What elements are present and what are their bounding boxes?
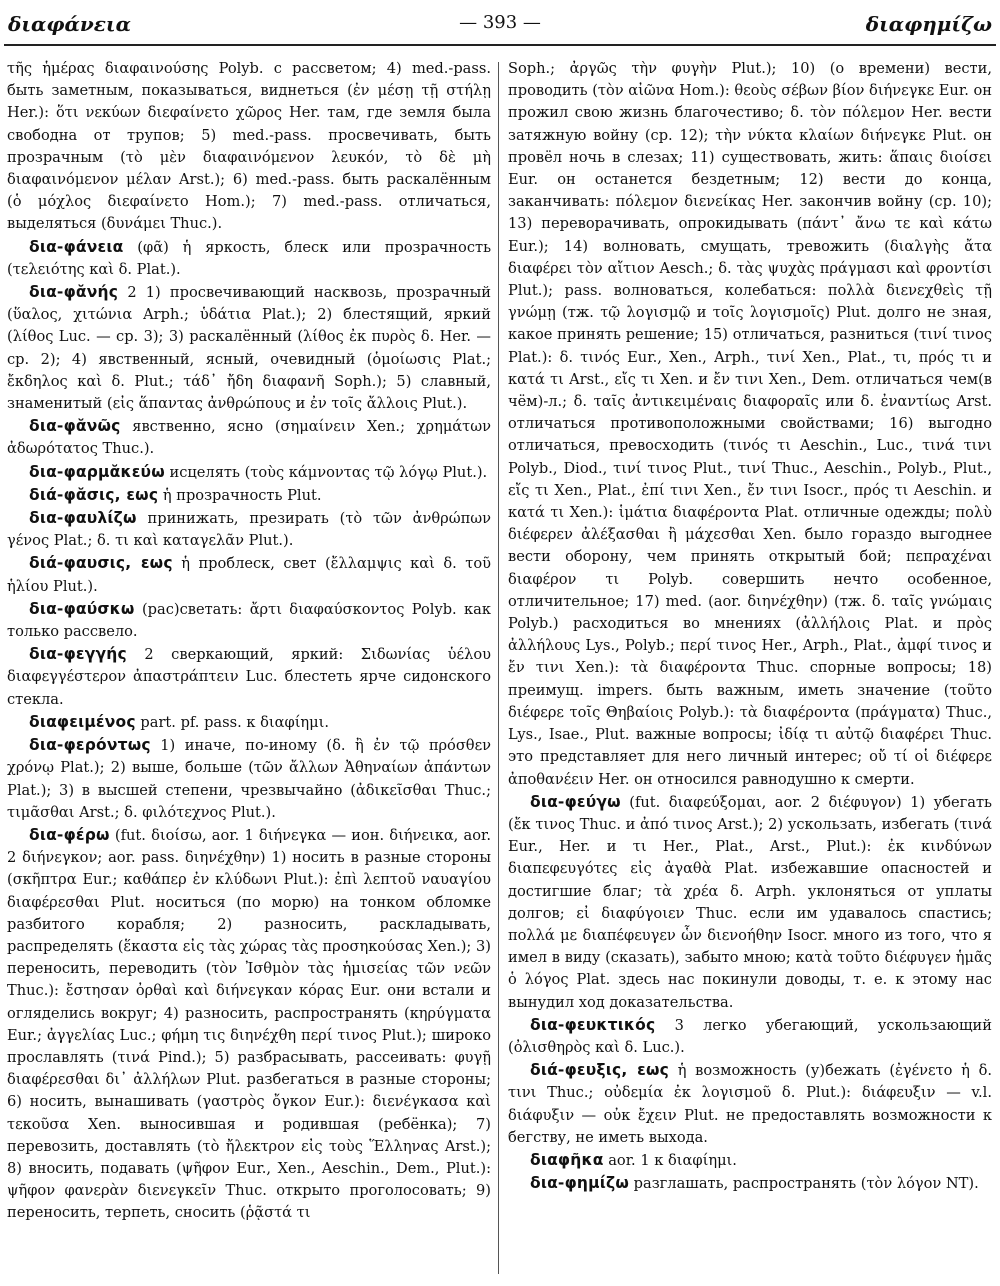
- headword: δια-φᾰνῶς: [29, 417, 121, 436]
- headword: δια-φημίζω: [530, 1174, 630, 1193]
- page-header: [8, 6, 992, 40]
- entry: διά-φᾰσις, εως ἡ прозрачность Plut.: [29, 485, 322, 504]
- entry: διαφῆκα aor. 1 к διαφίημι.: [530, 1150, 737, 1169]
- entry: δια-φαυλίζω принижать, презирать (τὸ τῶν ἀνθρώπων γένος Plat.; δ. τι καὶ καταγελᾶν Plut.).: [7, 509, 491, 550]
- column-divider: [498, 62, 499, 1274]
- headword: δια-φᾰνής: [29, 283, 119, 302]
- headword: δια-φαυλίζω: [29, 509, 137, 528]
- entry: δια-φᾰνής 2 1) просвечивающий насквозь, прозрачный (ὕαλος, χιτώνια Arph.; ὑδάτια Plat.); 2) блестящий, яркий (λίθος Luc. — ср. 3); 3) раскалённый (λίθος ἐκ πυρὸς δ. Her. — ср. 2); 4) явственный, ясный, очевидный (ὁμοίωσις Plat.; ἔκδηλος καὶ δ. Plut.; τάδ᾽ ἤδη διαφανῆ Soph.); 5) славный, знаменитый (εἰς ἅπαντας ἀνθρώπους и ἐν τοῖς ἄλλοις Plut.).: [7, 283, 492, 413]
- headword: δια-φέρω: [29, 825, 110, 844]
- running-head-left: διαφάνεια: [8, 12, 131, 36]
- page-number: — 393 —: [459, 12, 541, 33]
- running-head-right: διαφημίζω: [865, 12, 992, 36]
- entry: δια-φερόντως 1) иначе, по-иному (δ. ἢ ἐν τῷ πρόσθεν χρόνῳ Plat.); 2) выше, больше (τῶν ἄλλων Ἀθηναίων ἁπάντων Plat.); 3) в высшей степени, чрезвычайно (ἀδικεῖσθαι Thuc.; τιμᾶσθαι Arst.; δ. φιλότεχνος Plut.).: [7, 736, 491, 821]
- headword: δια-φάνεια: [29, 237, 124, 256]
- headword: δια-φαύσκω: [29, 599, 135, 618]
- headword: διά-φαυσις, εως: [29, 554, 173, 573]
- headword: δια-φαρμᾰκεύω: [29, 462, 165, 481]
- entry: διά-φαυσις, εως ἡ проблеск, свет (ἔλλαμψις καὶ δ. τοῦ ἡλίου Plut.).: [7, 554, 491, 595]
- entry-continuation: Soph.; ἀργῶς τὴν φυγὴν Plut.); 10) (о времени) вести, проводить (τὸν αἰῶνα Hom.): θεοὺς σέβων βίον διήνεγκε Eur. он прожил свою жизнь благочестиво; δ. τὸν πόλεμον Her. вести затяжную войну (ср. 12); τὴν νύκτα κλαίων διήνεγκε Plut. он провёл ночь в слезах; 11) существовать, жить: ἅπαις διοίσει Eur. он останется бездетным; 12) вести до конца, заканчивать: πόλεμον διενείκας Her. закончив войну (ср. 10); 13) переворачивать, опрокидывать (πάντ᾽ ἄνω τε καὶ κάτω Eur.); 14) волновать, смущать, тревожить (διαλγὴς ἄτα διαφέρει τὸν αἴτιον Aesch.; δ. τὰς ψυχὰς πράγμασι καὶ φροντίσι Plut.); pass. волноваться, колебаться: πολλὰ διενεχθεὶς τῇ γνώμῃ (тж. τῷ λογισμῷ и τοῖς λογισμοῖς) Plut. долго не зная, какое принять решение; 15) отличаться, разниться (τινί τινος Plat.): δ. τινός Eur., Xen., Arph., τινί Xen., Plat., τι, πρός τι и κατά τι Arst., εἴς τι Xen. и ἔν τινι Xen., Dem. отличаться чем(в чём)-л.; δ. ταῖς ἀντικειμέναις διαφοραῖς или δ. ἐναντίως Arst. отличаться противоположными свойствами; 16) выгодно отличаться, превосходить (τινός τι Aeschin., Luc., τινά τινι Polyb., Diod., τινί τινος Plut., τινί Thuc., Aeschin., Polyb., Plut., εἴς τι Xen., Plat., ἐπί τινι Xen., ἔν τινι Isocr., πρός τι Aeschin. и κατά τι Xen.): ἱμάτια διαφέροντα Plat. отличные одежды; πολὺ διέφερεν ἀλέξασθαι ἢ μάχεσθαι Xen. было гораздо выгоднее вести оборону, чем принять открытый бой; πεπραχέναι διαφέρον τι Polyb. совершить нечто особенное, отличительное; 17) med. (aor. διηνέχθην) (тж. δ. ταῖς γνώμαις Polyb.) расходиться во мнениях (ἀλλήλοις Plat. и πρὸς ἀλλήλους Lys., Polyb.; περί τινος Her., Arph., Plat., ἀμφί τινος и ἔν τινι Xen.): τὰ διαφέροντα Thuc. спорные вопросы; 18) преимущ. impers. быть важным, иметь значение (τοῦτο διέφερε τοῖς Θηβαίοις Polyb.): τὰ διαφέροντα (πράγματα) Thuc., Lys., Isae., Plut. важные вопросы; ἰδίᾳ τι αὐτῷ διαφέρει Thuc. это представляет для него личный интерес; οὔ τί οἱ διέφερε ἀποθανέειν Her. он относился равнодушно к смерти.: [508, 60, 992, 788]
- headword: διά-φευξις, εως: [530, 1061, 670, 1080]
- headword: δια-φεγγής: [29, 645, 127, 664]
- headword: διαφῆκα: [530, 1150, 604, 1169]
- entry: δια-φευκτικός 3 легко убегающий, ускользающий (ὀλισθηρὸς καὶ δ. Luc.).: [508, 1015, 992, 1056]
- entry: δια-φεγγής 2 сверкающий, яркий: Σιδωνίας ὑέλου διαφεγγέστερον ἀπαστράπτειν Luc. блестеть ярче сидонского стекла.: [7, 645, 492, 708]
- entry: δια-φαύσκω (рас)светать: ἄρτι διαφαύσκοντος Polyb. как только рассвело.: [7, 599, 492, 641]
- right-column: [508, 58, 992, 1195]
- entry: δια-φᾰνῶς явственно, ясно (σημαίνειν Xen.; χρημάτων ἀδωρότατος Thuc.).: [7, 417, 492, 458]
- headword: δια-φερόντως: [29, 736, 151, 755]
- header-rule: [4, 44, 996, 46]
- entry-continuation: τῆς ἡμέρας διαφαινούσης Polyb. с рассветом; 4) med.-pass. быть заметным, показываться, виднеться (ἐν μέσῃ τῇ στήλῃ Her.): ὅτι νεκύων διεφαίνετο χῶρος Her. там, где земля была свободна от трупов; 5) med.-pass. просвечивать, быть прозрачным (τὸ μὲν διαφαινόμενον λευκόν, τὸ δὲ μὴ διαφαινόμενον μέλαν Arst.); 6) med.-pass. быть раскалённым (ὁ μόχλος διεφαίνετο Hom.); 7) med.-pass. отличаться, выделяться (δυνάμει Thuc.).: [7, 60, 491, 233]
- entry: διά-φευξις, εως ἡ возможность (у)бежать (ἐγένετο ἡ δ. τινι Thuc.; οὐδεμία ἐκ λογισμοῦ δ. Plut.): διάφευξιν — v.l. διάφυξιν — οὐκ ἔχειν Plut. не предоставлять возможности к бегству, не иметь выхода.: [508, 1061, 992, 1146]
- entry: δια-φέρω (fut. διοίσω, aor. 1 διήνεγκα — ион. διήνεικα, aor. 2 διήνεγκον; aor. pass. διηνέχθην) 1) носить в разные стороны (σκῆπτρα Eur.; καθάπερ ἐν κλύδωνι Plut.): ἐπὶ λεπτοῦ ναυαγίου διαφέρεσθαι Plut. носиться (по морю) на тонком обломке разбитого корабля; 2) разносить, раскладывать, распределять (ἕκαστα εἰς τὰς χώρας τὰς προσηκούσας Xen.); 3) переносить, переводить (τὸν Ἰσθμὸν τὰς ἡμισείας τῶν νεῶν Thuc.): ἔστησαν ὀρθαὶ καὶ διήνεγκαν κόρας Eur. они встали и огляделись вокруг; 4) разносить, распространять (κηρύγματα Eur.; ἀγγελίας Luc.; φήμη τις διηνέχθη περί τινος Plut.); широко прославлять (τινά Pind.); 5) разбрасывать, рассеивать: φυγῇ διαφέρεσθαι δι᾽ ἀλλήλων Plut. разбегаться в разные стороны; 6) носить, вынашивать (γαστρὸς ὄγκον Eur.): διενέγκασα καὶ τεκοῦσα Xen. выносившая и родившая (ребёнка); 7) перевозить, доставлять (τὸ ἤλεκτρον εἰς τοὺς Ἕλληνας Arst.); 8) вносить, подавать (ψῆφον Eur., Xen., Aeschin., Dem., Plut.): ψῆφον φανερὰν διενεγκεῖν Thuc. открыто проголосовать; 9) переносить, терпеть, сносить (ῥᾷστά τι: [7, 825, 491, 1222]
- entry: δια-φεύγω (fut. διαφεύξομαι, aor. 2 διέφυγον) 1) убегать (ἔκ τινος Thuc. и ἀπό τινος Arst.); 2) ускользать, избегать (τινά Eur., Her. и τι Her., Plat., Arst., Plut.): ἐκ κινδύνων διαπεφευγότες εἰς ἀγαθὰ Plat. избежавшие опасностей и достигшие благ; τὰ χρέα δ. Arph. уклоняться от уплаты долгов; εἰ διαφύγοιεν Thuc. если им удавалось спастись; πολλά με διαπέφευγεν ὧν διενοήθην Isocr. много из того, что я имел в виду (сказать), забыто мною; κατὰ τοῦτο διέφυγεν ἡμᾶς ὁ λόγος Plat. здесь нас покинули доводы, т. е. к этому нас вынудил ход доказательства.: [508, 792, 992, 1011]
- entry: δια-φαρμᾰκεύω исцелять (τοὺς κάμνοντας τῷ λόγῳ Plut.).: [29, 462, 488, 481]
- entry: διαφειμένος part. pf. pass. к διαφίημι.: [29, 712, 330, 731]
- left-column: [7, 58, 491, 1225]
- headword: δια-φεύγω: [530, 792, 621, 811]
- headword: διαφειμένος: [29, 712, 136, 731]
- headword: δια-φευκτικός: [530, 1015, 656, 1034]
- headword: διά-φᾰσις, εως: [29, 485, 159, 504]
- entry: δια-φάνεια (φᾶ) ἡ яркость, блеск или прозрачность (τελειότης καὶ δ. Plat.).: [7, 237, 492, 278]
- entry: δια-φημίζω разглашать, распространять (τὸν λόγον NT).: [530, 1174, 979, 1193]
